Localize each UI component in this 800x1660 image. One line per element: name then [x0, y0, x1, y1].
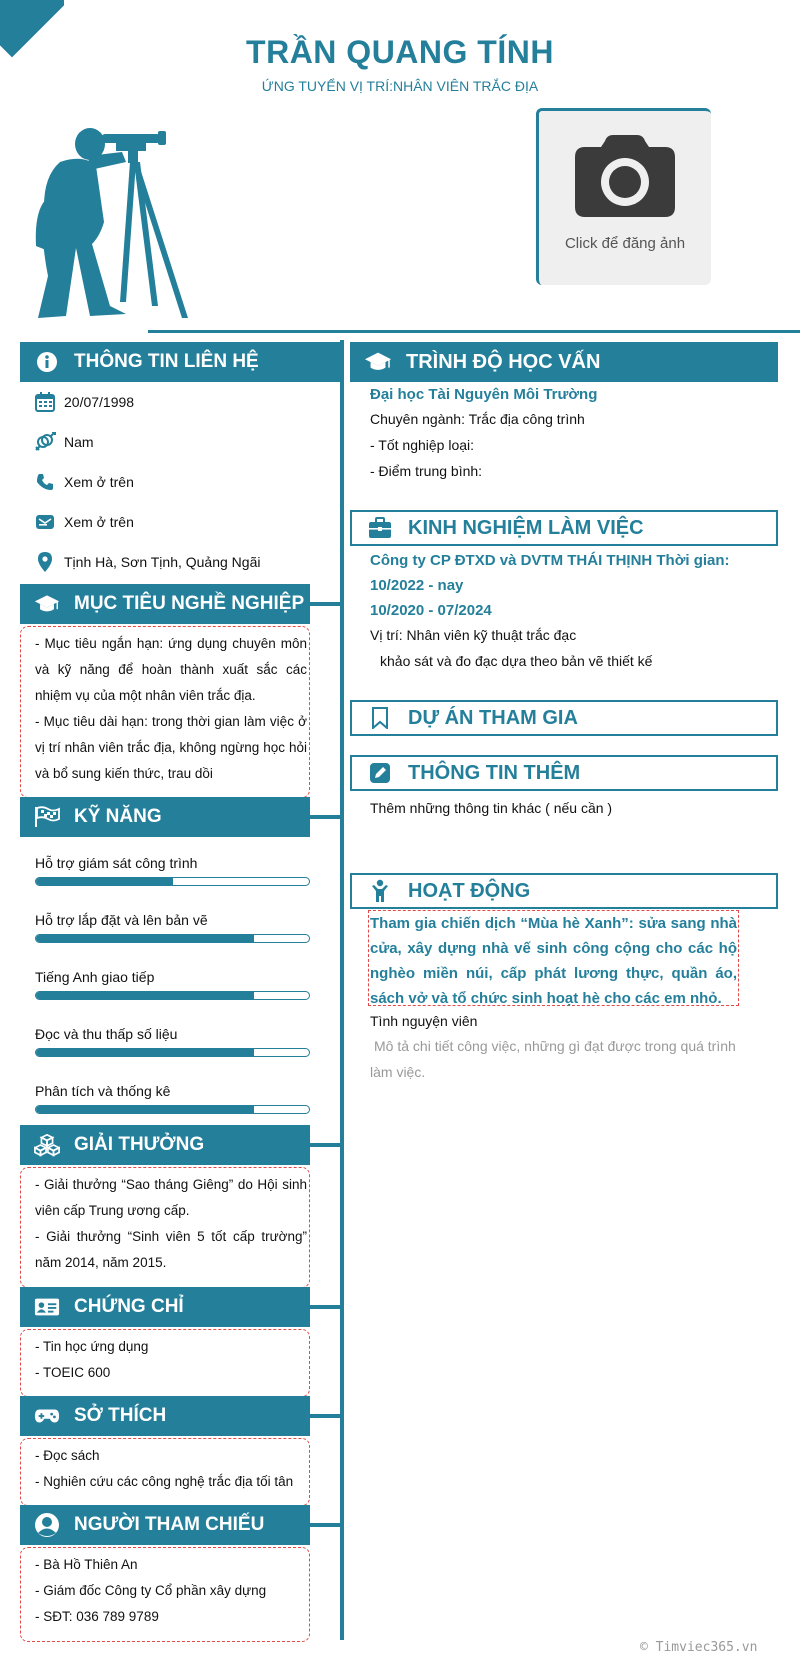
graduation-cap-icon: [364, 348, 392, 376]
header-divider: [148, 330, 800, 333]
gamepad-icon: [34, 1403, 60, 1429]
more-info-text: Thêm những thông tin khác ( nếu cần ): [370, 800, 613, 816]
award-line: - Giải thưởng “Sinh viên 5 tốt cấp trường” năm 2014, năm 2015.: [35, 1229, 307, 1270]
section-header-education: [350, 342, 778, 382]
section-header-activities: [350, 873, 778, 909]
school-name: Đại học Tài Nguyên Môi Trường: [370, 386, 598, 403]
user-circle-icon: [34, 1512, 60, 1538]
candidate-name: TRẦN QUANG TÍNH: [246, 34, 554, 70]
timeline-connector: [310, 1305, 340, 1309]
contact-item-email: [20, 502, 320, 542]
section-header-skills: [20, 797, 310, 837]
skill-progress-fill: [36, 1106, 254, 1113]
timeline-connector: [310, 1414, 340, 1418]
section-title: THÔNG TIN THÊM: [408, 761, 581, 784]
section-title: TRÌNH ĐỘ HỌC VẤN: [406, 350, 601, 373]
contact-value: 20/07/1998: [64, 394, 135, 410]
contact-item-phone: [20, 462, 320, 502]
skill-progress-bar: [35, 1048, 310, 1057]
photo-upload[interactable]: [536, 108, 711, 285]
section-header-certificates: [20, 1287, 310, 1327]
section-title: NGƯỜI THAM CHIẾU: [74, 1514, 265, 1535]
objective-box[interactable]: [20, 626, 310, 798]
timeline-connector: [310, 815, 340, 819]
section-header-objective: [20, 584, 310, 624]
contact-value: Xem ở trên: [64, 474, 134, 490]
graduation-cap-icon: [34, 591, 60, 617]
award-line: - Giải thưởng “Sao tháng Giêng” do Hội sinh viên cấp Trung ương cấp.: [35, 1177, 307, 1218]
reference-line: - Bà Hồ Thiên An: [35, 1557, 138, 1572]
skill-progress-bar: [35, 934, 310, 943]
edit-icon: [366, 759, 394, 787]
cubes-icon: [34, 1132, 60, 1158]
section-title: MỤC TIÊU NGHỀ NGHIỆP: [74, 593, 305, 614]
objective-line: - Mục tiêu ngắn hạn: ứng dụng chuyên môn và kỹ năng để hoàn thành xuất sắc các nhiệm vụ của một nhân viên trắc địa.: [35, 636, 307, 703]
skill-progress-bar: [35, 1105, 310, 1114]
contact-item-gender: [20, 422, 320, 462]
education-details: [370, 406, 585, 484]
contact-value: Nam: [64, 434, 94, 450]
education-line: - Điểm trung bình:: [370, 463, 483, 479]
experience-role: Vị trí: Nhân viên kỹ thuật trắc đạc: [370, 627, 577, 643]
section-header-awards: [20, 1125, 310, 1165]
phone-icon: [34, 471, 56, 493]
skill-name: Hỗ trợ giám sát công trình: [35, 855, 198, 871]
references-box[interactable]: [20, 1547, 310, 1642]
reference-line: - Giám đốc Công ty Cổ phần xây dựng: [35, 1583, 267, 1598]
activity-description-placeholder[interactable]: Mô tả chi tiết công việc, những gì đạt được trong quá trình làm việc.: [370, 1038, 736, 1080]
experience-company: Công ty CP ĐTXD và DVTM THÁI THỊNH Thời gian:: [370, 552, 730, 569]
email-icon: [34, 511, 56, 533]
reference-line: - SĐT: 036 789 9789: [35, 1609, 159, 1624]
surveyor-illustration: [30, 126, 200, 320]
flag-icon: [34, 804, 60, 830]
section-header-contact: [20, 342, 340, 382]
gender-icon: [34, 431, 56, 453]
hobby-line: - Đọc sách: [35, 1448, 100, 1463]
objective-line: - Mục tiêu dài hạn: trong thời gian làm việc ở vị trí nhân viên trắc địa, không ngừng học hỏi và bổ sung kiến thức, trau dồi: [35, 714, 307, 781]
section-title: SỞ THÍCH: [74, 1405, 167, 1426]
footer-copyright: © Timviec365.vn: [640, 1640, 758, 1655]
section-title: THÔNG TIN LIÊN HỆ: [74, 351, 259, 372]
timeline-connector: [310, 602, 340, 606]
education-line: Chuyên ngành: Trắc địa công trình: [370, 411, 585, 427]
section-title: KINH NGHIỆM LÀM VIỆC: [408, 516, 644, 539]
contact-value: Tịnh Hà, Sơn Tịnh, Quảng Ngãi: [64, 554, 261, 570]
calendar-icon: [34, 391, 56, 413]
certificates-box[interactable]: [20, 1329, 310, 1397]
timeline-connector: [310, 1523, 340, 1527]
hobbies-box[interactable]: [20, 1438, 310, 1506]
skill-progress-fill: [36, 935, 254, 942]
experience-period: 10/2020 - 07/2024: [370, 602, 492, 619]
timeline-connector: [310, 1143, 340, 1147]
skill-name: Hỗ trợ lắp đặt và lên bản vẽ: [35, 912, 208, 928]
certificate-line: - TOEIC 600: [35, 1365, 111, 1380]
section-header-more-info: [350, 755, 778, 791]
skill-progress-fill: [36, 992, 254, 999]
certificate-line: - Tin học ứng dụng: [35, 1339, 149, 1354]
contact-item-dob: [20, 382, 320, 422]
child-icon: [366, 877, 394, 905]
section-header-experience: [350, 510, 778, 546]
section-header-hobbies: [20, 1396, 310, 1436]
skill-progress-fill: [36, 878, 173, 885]
activity-role: Tình nguyện viên: [370, 1013, 478, 1029]
camera-icon: [575, 135, 675, 217]
awards-box[interactable]: [20, 1167, 310, 1288]
skill-name: Đọc và thu thấp số liệu: [35, 1026, 178, 1042]
section-header-projects: [350, 700, 778, 736]
timeline-divider: [340, 340, 344, 1640]
section-header-references: [20, 1505, 310, 1545]
section-title: HOẠT ĐỘNG: [408, 879, 531, 902]
skill-progress-bar: [35, 877, 310, 886]
contact-item-address: [20, 542, 320, 582]
contact-list: [20, 382, 320, 582]
section-title: CHỨNG CHỈ: [74, 1296, 184, 1317]
contact-value: Xem ở trên: [64, 514, 134, 530]
activity-highlight[interactable]: Tham gia chiến dịch “Mùa hè Xanh”: sửa sang nhà cửa, xây dựng nhà vế sinh công cộng cho các hộ nghèo miền núi, cấp phát lương thực, quần áo, sách vở và tổ chức sinh hoạt hè cho các em nhỏ.: [368, 910, 739, 1006]
id-card-icon: [34, 1294, 60, 1320]
hobby-line: - Nghiên cứu các công nghệ trắc địa tối tân: [35, 1474, 294, 1489]
section-title: GIẢI THƯỞNG: [74, 1134, 205, 1155]
location-icon: [34, 551, 56, 573]
skill-name: Phân tích và thống kê: [35, 1083, 171, 1099]
applied-position: ỨNG TUYỂN VỊ TRÍ:NHÂN VIÊN TRẮC ĐỊA: [261, 78, 539, 94]
experience-period: 10/2022 - nay: [370, 577, 464, 594]
briefcase-icon: [366, 514, 394, 542]
skill-progress-bar: [35, 991, 310, 1000]
section-title: DỰ ÁN THAM GIA: [408, 706, 578, 729]
bookmark-icon: [366, 704, 394, 732]
photo-upload-label: Click để đăng ảnh: [564, 235, 686, 252]
section-title: KỸ NĂNG: [74, 806, 162, 827]
education-line: - Tốt nghiệp loại:: [370, 437, 475, 453]
skill-progress-fill: [36, 1049, 254, 1056]
skill-name: Tiếng Anh giao tiếp: [35, 969, 155, 985]
experience-description: khảo sát và đo đạc dựa theo bản vẽ thiết kế: [380, 653, 653, 669]
info-icon: [34, 349, 60, 375]
